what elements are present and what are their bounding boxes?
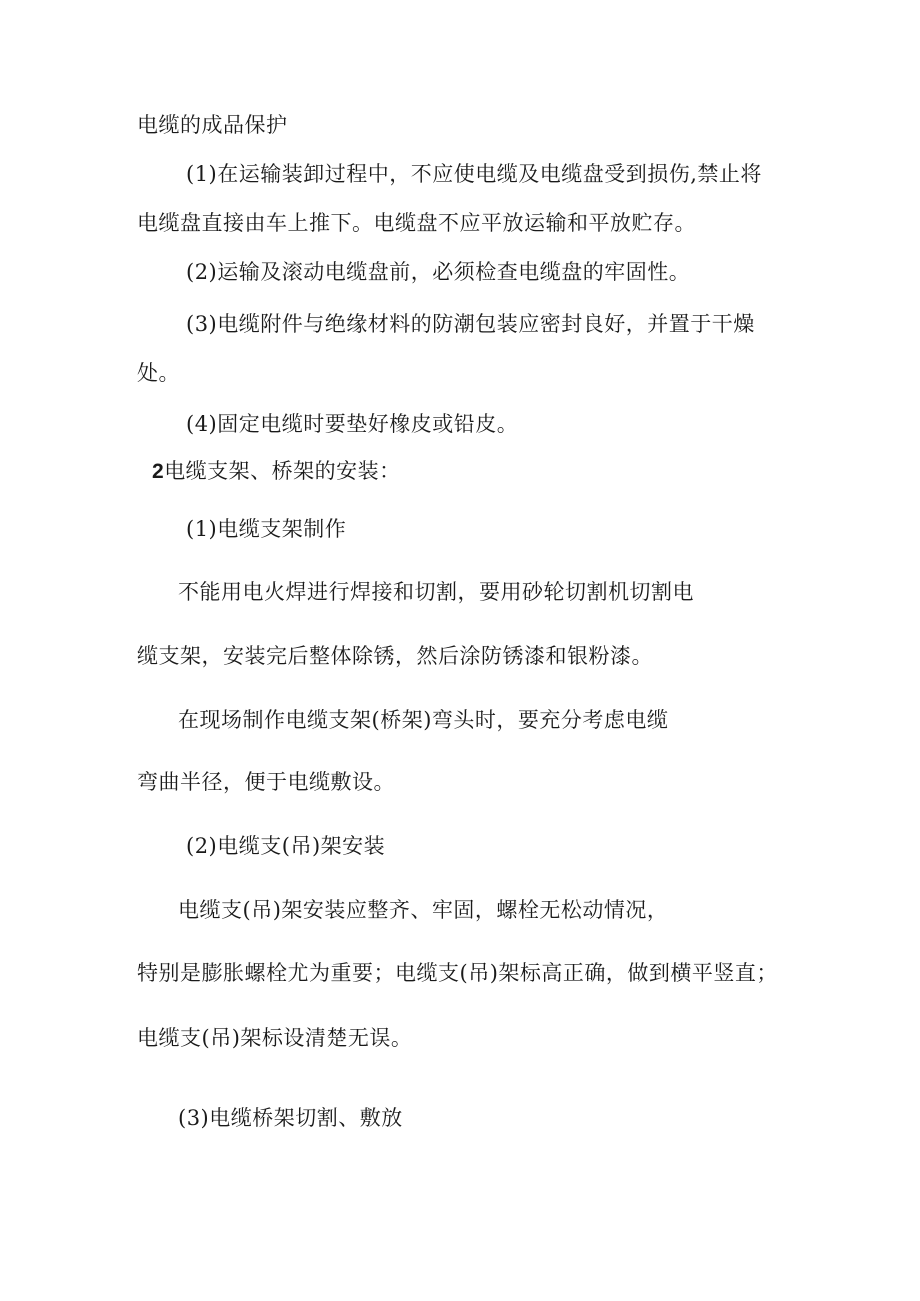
subheading: (1)电缆支架制作	[186, 517, 347, 541]
paragraph-line: 电缆支(吊)架标设清楚无误。	[137, 1026, 413, 1050]
subheading: (3)电缆桥架切割、敷放	[178, 1106, 403, 1130]
paragraph-line: 缆支架，安装完后整体除锈，然后涂防锈漆和银粉漆。	[137, 644, 653, 668]
paragraph-line: 弯曲半径，便于电缆敷设。	[137, 770, 395, 794]
paragraph-line: (4)固定电缆时要垫好橡皮或铅皮。	[186, 412, 519, 436]
paragraph-line: 在现场制作电缆支架(桥架)弯头时，要充分考虑电缆	[178, 708, 669, 732]
paragraph-line: 特别是膨胀螺栓尤为重要；电缆支(吊)架标高正确，做到横平竖直；	[137, 961, 778, 985]
paragraph-line: (1)在运输装卸过程中，不应使电缆及电缆盘受到损伤,禁止将	[186, 162, 762, 186]
paragraph-line: (2)运输及滚动电缆盘前，必须检查电缆盘的牢固性。	[186, 260, 691, 284]
paragraph-line: (3)电缆附件与绝缘材料的防潮包装应密封良好，并置于干燥	[186, 312, 755, 336]
heading-product-protection: 电缆的成品保护	[137, 113, 288, 137]
subheading: (2)电缆支(吊)架安装	[186, 834, 386, 858]
section-heading	[152, 457, 401, 486]
section-title: 电缆支架、桥架的安装：	[164, 459, 401, 483]
paragraph-line: 处。	[137, 361, 180, 385]
section-number: 2	[152, 460, 165, 483]
paragraph-line: 电缆支(吊)架安装应整齐、牢固，螺栓无松动情况，	[178, 898, 669, 922]
paragraph-line: 不能用电火焊进行焊接和切割，要用砂轮切割机切割电	[178, 580, 694, 604]
paragraph-line: 电缆盘直接由车上推下。电缆盘不应平放运输和平放贮存。	[137, 211, 696, 235]
